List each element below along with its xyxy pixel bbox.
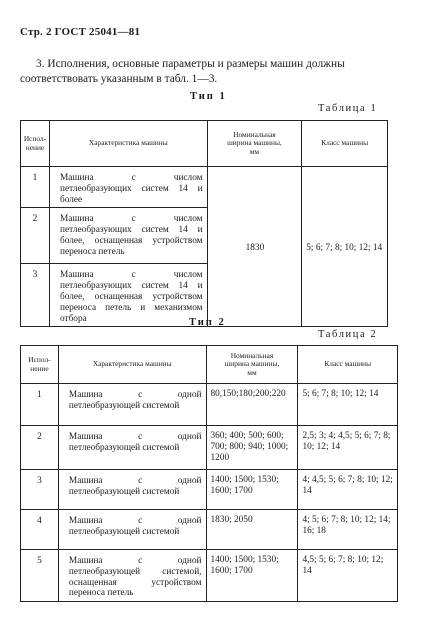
table2-caption: Таблица 2: [318, 329, 378, 340]
table-row: [21, 167, 388, 208]
class-header: Класс машины: [302, 121, 388, 167]
table1-header-row: [21, 121, 388, 167]
class-value: 5; 6; 7; 8; 10; 12; 14: [302, 167, 388, 327]
width-header: Номинальная ширина машины, мм: [206, 346, 298, 384]
characteristic-header: Характеристика машины: [49, 121, 207, 167]
class-value: 5; 6; 7; 8; 10; 12; 14: [298, 384, 398, 426]
variant-header: Испол- нение: [21, 121, 50, 167]
table-row: [21, 510, 398, 550]
table-row: [21, 470, 398, 510]
variant-number: 4: [21, 510, 59, 550]
characteristic-text: Машина с одной петлеобразующей системой: [58, 384, 206, 426]
variant-number: 2: [21, 426, 59, 470]
characteristic-text: Машина с одной петлеобразующей системой, оснащенная устройством переноса петель: [58, 550, 206, 602]
characteristic-text: Машина с одной петлеобразующей системой: [58, 510, 206, 550]
characteristic-header: Характеристика машины: [58, 346, 206, 384]
class-value: 2,5; 3; 4; 4,5; 5; 6; 7; 8; 10; 12; 14: [298, 426, 398, 470]
width-value: 1830; 2050: [206, 510, 298, 550]
table-2: [20, 345, 398, 602]
class-value: 4,5; 5; 6; 7; 8; 10; 12; 14: [298, 550, 398, 602]
characteristic-text: Машина с числом петлеобразующих систем 14 и более, оснащенная устройством переноса петель: [49, 208, 207, 264]
table-1: [20, 120, 388, 327]
table2-header-row: [21, 346, 398, 384]
width-value: 1400; 1500; 1530; 1600; 1700: [206, 550, 298, 602]
table1-caption: Таблица 1: [318, 103, 378, 114]
width-value: 80,150;180;200;220: [206, 384, 298, 426]
page-header: Стр. 2 ГОСТ 25041—81: [20, 26, 141, 38]
table-row: [21, 550, 398, 602]
variant-number: 2: [21, 208, 50, 264]
variant-number: 5: [21, 550, 59, 602]
table1-type-title: Тип 1: [190, 91, 227, 102]
variant-number: 1: [21, 167, 50, 208]
characteristic-text: Машина с одной петлеобразующей системой: [58, 426, 206, 470]
variant-number: 3: [21, 470, 59, 510]
width-value: 1830: [207, 167, 302, 327]
table-row: [21, 384, 398, 426]
class-header: Класс машины: [298, 346, 398, 384]
variant-number: 1: [21, 384, 59, 426]
intro-paragraph: 3. Исполнения, основные параметры и размеры машин должны соответствовать указанным в табл. 1—3.: [20, 58, 345, 85]
characteristic-text: Машина с одной петлеобразующей системой: [58, 470, 206, 510]
width-value: 1400; 1500; 1530; 1600; 1700: [206, 470, 298, 510]
table-row: [21, 426, 398, 470]
variant-number: 3: [21, 264, 50, 327]
class-value: 4; 5; 6; 7; 8; 10; 12; 14; 16; 18: [298, 510, 398, 550]
characteristic-text: Машина с числом петлеобразующих систем 14 и более: [49, 167, 207, 208]
characteristic-text: Машина с числом петлеобразующих систем 14 и более, оснащенная устройством переноса петель и механизмом отбора: [49, 264, 207, 327]
width-header: Номинальная ширина машины, мм: [207, 121, 302, 167]
width-value: 360; 400; 500; 600; 700; 800; 940; 1000; 1200: [206, 426, 298, 470]
table2-type-title: Тип 2: [189, 317, 226, 328]
variant-header: Испол- нение: [21, 346, 59, 384]
class-value: 4; 4,5; 5; 6; 7; 8; 10; 12; 14: [298, 470, 398, 510]
